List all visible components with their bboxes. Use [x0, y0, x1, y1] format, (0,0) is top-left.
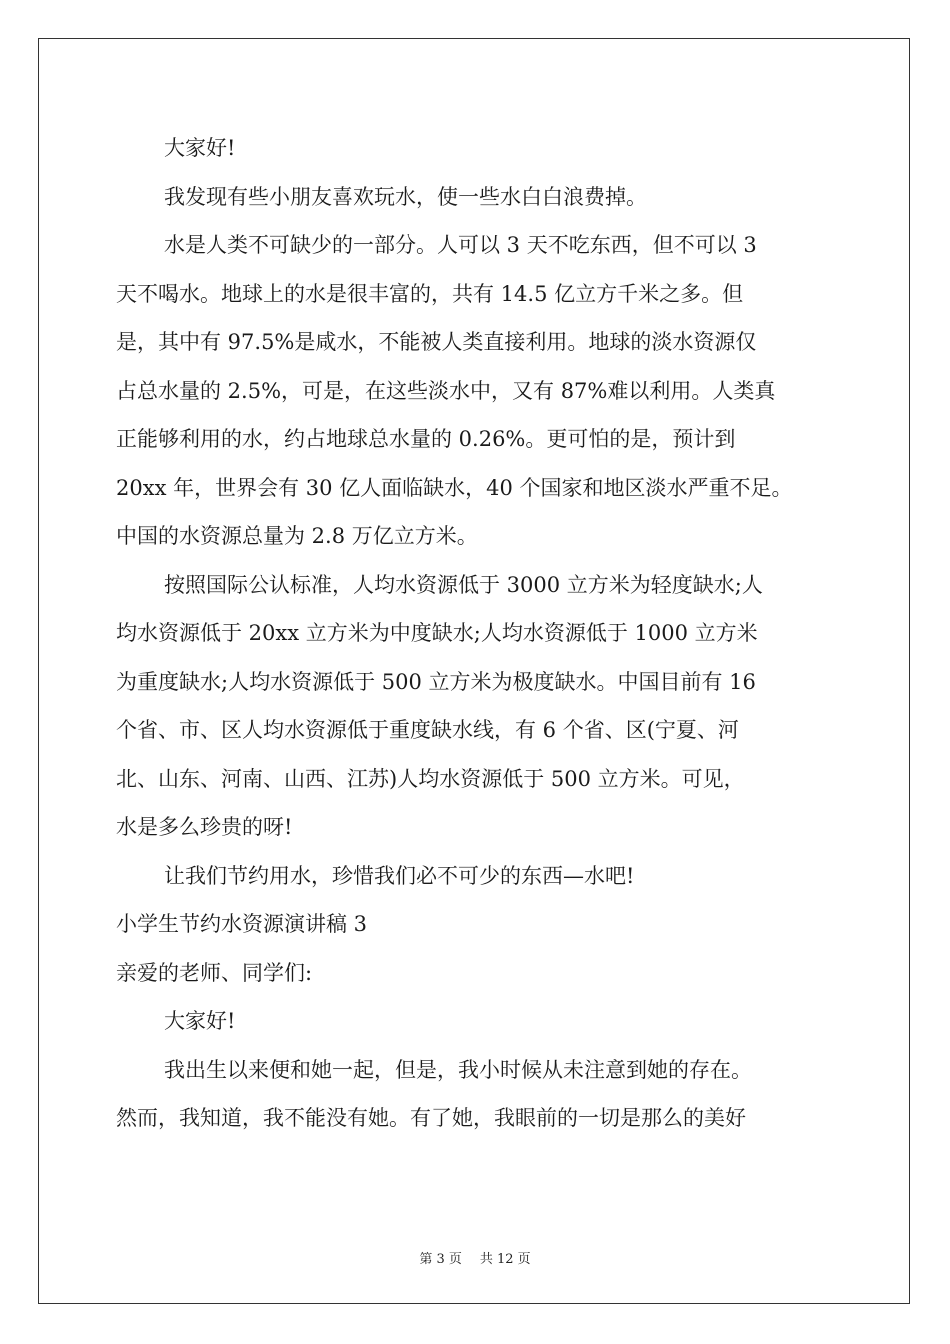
page-number: 第 3 页	[419, 1252, 462, 1267]
text-line: 均水资源低于 20xx 立方米为中度缺水;人均水资源低于 1000 立方米	[116, 621, 758, 645]
text-line: 大家好!	[164, 1009, 236, 1033]
text-line: 北、山东、河南、山西、江苏)人均水资源低于 500 立方米。可见，	[116, 766, 745, 791]
text-line: 然而，我知道，我不能没有她。有了她，我眼前的一切是那么的美好	[116, 1106, 746, 1130]
text-line: 占总水量的 2.5%，可是，在这些淡水中，又有 87%难以利用。人类真	[116, 378, 776, 403]
text-line: 我出生以来便和她一起，但是，我小时候从未注意到她的存在。	[164, 1057, 752, 1082]
text-line: 个省、市、区人均水资源低于重度缺水线，有 6 个省、区(宁夏、河	[116, 718, 739, 742]
text-line: 是，其中有 97.5%是咸水，不能被人类直接利用。地球的淡水资源仅	[116, 330, 757, 354]
text-line: 20xx 年，世界会有 30 亿人面临缺水，40 个国家和地区淡水严重不足。	[116, 475, 793, 500]
text-line: 为重度缺水;人均水资源低于 500 立方米为极度缺水。中国目前有 16	[116, 669, 756, 694]
text-line: 水是人类不可缺少的一部分。人可以 3 天不吃东西，但不可以 3	[164, 233, 757, 257]
text-line: 大家好!	[164, 136, 236, 160]
text-line: 水是多么珍贵的呀!	[116, 815, 293, 839]
page-total: 共 12 页	[479, 1252, 531, 1267]
document-body	[116, 124, 850, 1143]
text-line: 让我们节约用水，珍惜我们必不可少的东西—水吧!	[164, 863, 635, 888]
salutation: 亲爱的老师、同学们:	[116, 960, 313, 985]
text-line: 我发现有些小朋友喜欢玩水，使一些水白白浪费掉。	[164, 184, 647, 209]
text-line: 中国的水资源总量为 2.8 万亿立方米。	[116, 524, 478, 548]
text-line: 天不喝水。地球上的水是很丰富的，共有 14.5 亿立方千米之多。但	[116, 281, 744, 306]
page-footer	[0, 1248, 950, 1267]
section-title: 小学生节约水资源演讲稿 3	[116, 912, 368, 936]
text-line: 按照国际公认标准，人均水资源低于 3000 立方米为轻度缺水;人	[164, 572, 763, 597]
text-line: 正能够利用的水，约占地球总水量的 0.26%。更可怕的是，预计到	[116, 427, 736, 451]
